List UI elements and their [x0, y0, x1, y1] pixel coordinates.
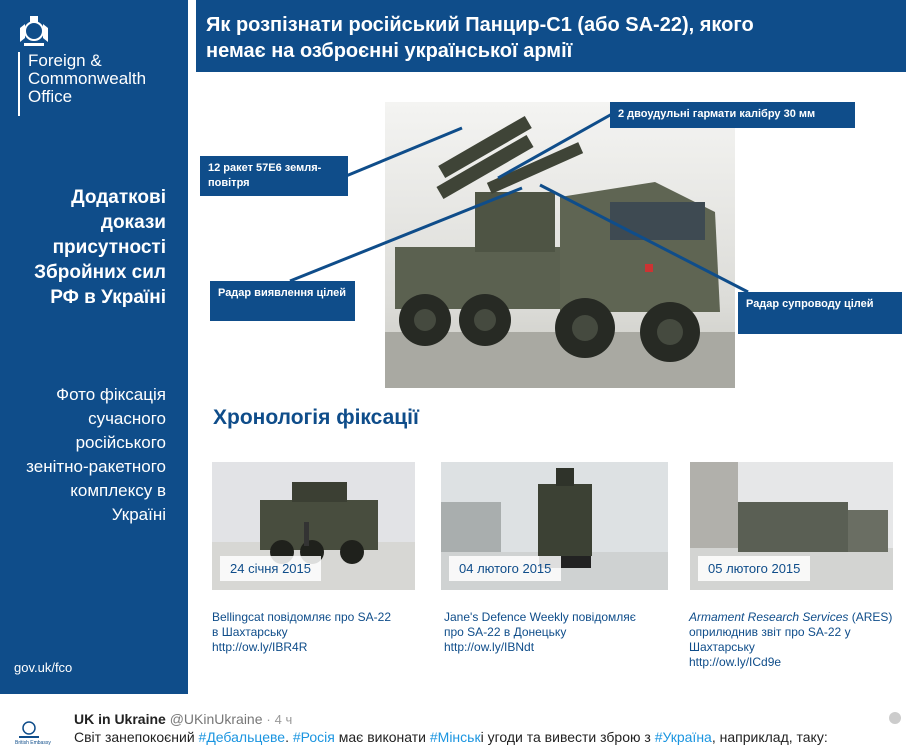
caption-3-line3: Шахтарську [689, 640, 755, 654]
globe-icon [889, 712, 901, 724]
caption-2-link[interactable]: http://ow.ly/IBNdt [444, 640, 535, 654]
caption-2-line1: Jane's Defence Weekly повідомляє [444, 610, 636, 624]
chronology-caption-3 [689, 610, 909, 670]
author-handle[interactable]: @UKinUkraine [169, 711, 263, 727]
gov-link[interactable]: gov.uk/fco [14, 660, 73, 675]
caption-3-source: Armament Research Services [689, 610, 849, 624]
tweet-text-4: і угоди та вивести зброю з [480, 729, 655, 745]
caption-1-line1: Bellingcat повідомляє про SA-22 [212, 610, 391, 624]
tweet-text-3: має виконати [334, 729, 430, 745]
chronology-caption-2 [444, 610, 664, 655]
hashtag-ukraina[interactable]: #Україна [654, 729, 712, 745]
sidebar [0, 0, 188, 694]
caption-3-line2: оприлюднив звіт про SA-22 у [689, 625, 851, 639]
chronology-caption-1 [212, 610, 432, 655]
hashtag-minsk[interactable]: #Мінськ [429, 729, 481, 745]
sidebar-title: Додаткові докази присутності Збройних сил РФ в Україні [34, 187, 166, 308]
header-line2: немає на озброєнні української армії [206, 40, 573, 62]
tweet-time[interactable]: 4 ч [274, 712, 293, 727]
caption-3-source-rest: (ARES) [848, 610, 893, 624]
logo-line1: Foreign & [28, 51, 102, 70]
header-line1: Як розпізнати російський Панцир-С1 (або SA-22), якого [206, 14, 754, 36]
chronology-date-3: 05 лютого 2015 [698, 556, 810, 581]
tweet-text [74, 729, 828, 745]
caption-3-link[interactable]: http://ow.ly/ICd9e [689, 655, 782, 669]
tweet-text-2: . [285, 729, 293, 745]
chronology-date-2: 04 лютого 2015 [449, 556, 561, 581]
caption-2-line2: про SA-22 в Донецьку [444, 625, 567, 639]
logo-line2: Commonwealth [28, 69, 147, 88]
hashtag-debaltseve[interactable]: #Дебальцеве [198, 729, 286, 745]
tweet-separator: · [266, 712, 271, 727]
chronology-title: Хронологія фіксації [213, 406, 419, 429]
logo-text [28, 52, 146, 106]
callout-guns: 2 двоудульні гармати калібру 30 мм [610, 102, 855, 128]
royal-crest-icon [16, 14, 52, 48]
caption-1-line2: в Шахтарську [212, 625, 288, 639]
avatar-caption: British Embassy [15, 740, 51, 746]
logo-line3: Office [28, 87, 73, 106]
fco-logo [14, 12, 174, 108]
sidebar-subtitle: Фото фіксація сучасного російського зенітно-ракетного комплексу в Україні [26, 385, 166, 524]
callout-detection-radar: Радар виявлення цілей [210, 281, 355, 321]
caption-1-link[interactable]: http://ow.ly/IBR4R [212, 640, 308, 654]
tweet-author [74, 711, 292, 727]
chronology-date-1: 24 січня 2015 [220, 556, 321, 581]
page-header [196, 0, 906, 72]
logo-rule [18, 52, 20, 116]
tweet-text-5: , наприклад, таку: [711, 729, 828, 745]
author-avatar[interactable] [14, 718, 51, 748]
tweet-text-1: Світ занепокоєний [74, 729, 199, 745]
caption-3-line1 [689, 610, 909, 625]
author-name[interactable]: UK in Ukraine [74, 711, 166, 727]
callout-missiles: 12 ракет 57Е6 земля-повітря [200, 156, 348, 196]
hashtag-rosiia[interactable]: #Росія [292, 729, 335, 745]
callout-tracking-radar: Радар супроводу цілей [738, 292, 902, 334]
header-title [206, 12, 754, 64]
pantsir-truck-photo [385, 102, 735, 388]
